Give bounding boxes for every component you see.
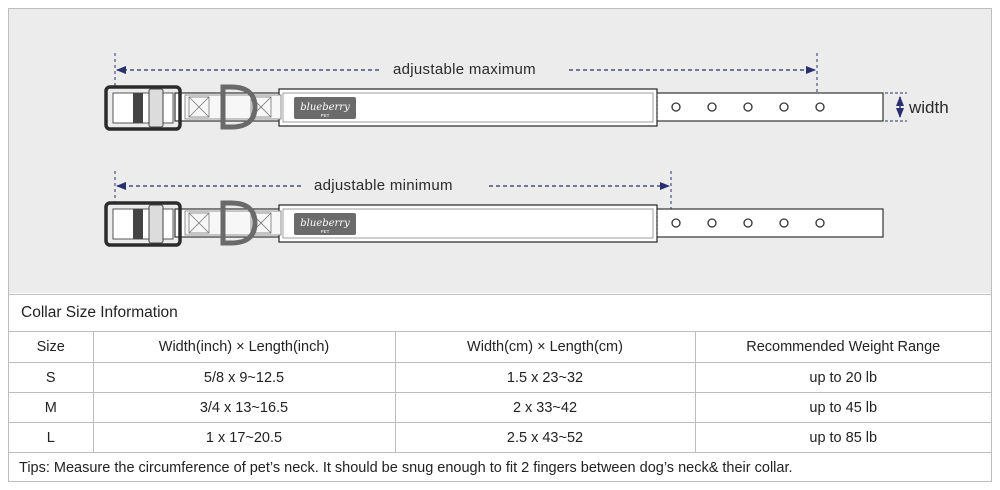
table-row xyxy=(9,393,991,423)
table-row xyxy=(9,423,991,453)
collar-minimum xyxy=(106,171,883,245)
max-brand-sub: PET xyxy=(320,113,330,118)
collar-diagram-area xyxy=(9,9,991,293)
cell-weight: up to 85 lb xyxy=(695,423,991,453)
header-cm: Width(cm) × Length(cm) xyxy=(395,332,695,363)
cell-weight: up to 45 lb xyxy=(695,393,991,423)
min-brand-text: blueberry xyxy=(300,218,350,229)
table-header-row xyxy=(9,332,991,363)
cell-size: S xyxy=(9,363,93,393)
cell-inch: 1 x 17~20.5 xyxy=(93,423,395,453)
max-hole-4 xyxy=(780,103,788,111)
table-title: Collar Size Information xyxy=(9,294,991,331)
max-brand-text: blueberry xyxy=(300,102,350,113)
header-size: Size xyxy=(9,332,93,363)
max-hole-2 xyxy=(708,103,716,111)
cell-cm: 2 x 33~42 xyxy=(395,393,695,423)
max-hole-1 xyxy=(672,103,680,111)
cell-size: M xyxy=(9,393,93,423)
max-hole-3 xyxy=(744,103,752,111)
header-inch: Width(inch) × Length(inch) xyxy=(93,332,395,363)
cell-weight: up to 20 lb xyxy=(695,363,991,393)
adjustable-maximum-label: adjustable maximum xyxy=(387,61,542,79)
min-hole-3 xyxy=(744,219,752,227)
min-hole-2 xyxy=(708,219,716,227)
width-label: width xyxy=(909,98,949,117)
collar-diagram xyxy=(9,9,991,293)
cell-inch: 5/8 x 9~12.5 xyxy=(93,363,395,393)
max-hole-5 xyxy=(816,103,824,111)
min-brand-sub: PET xyxy=(320,229,330,234)
min-hole-1 xyxy=(672,219,680,227)
min-hole-5 xyxy=(816,219,824,227)
min-hole-4 xyxy=(780,219,788,227)
header-weight: Recommended Weight Range xyxy=(695,332,991,363)
cell-cm: 2.5 x 43~52 xyxy=(395,423,695,453)
table-row xyxy=(9,363,991,393)
cell-inch: 3/4 x 13~16.5 xyxy=(93,393,395,423)
tips-text: Tips: Measure the circumference of pet’s neck. It should be snug enough to fit 2 fingers between dog’s neck& their collar. xyxy=(9,452,991,482)
collar-size-chart xyxy=(8,8,992,482)
size-table xyxy=(9,331,991,452)
adjustable-minimum-label: adjustable minimum xyxy=(308,177,459,195)
size-table-section xyxy=(9,294,991,482)
cell-size: L xyxy=(9,423,93,453)
cell-cm: 1.5 x 23~32 xyxy=(395,363,695,393)
